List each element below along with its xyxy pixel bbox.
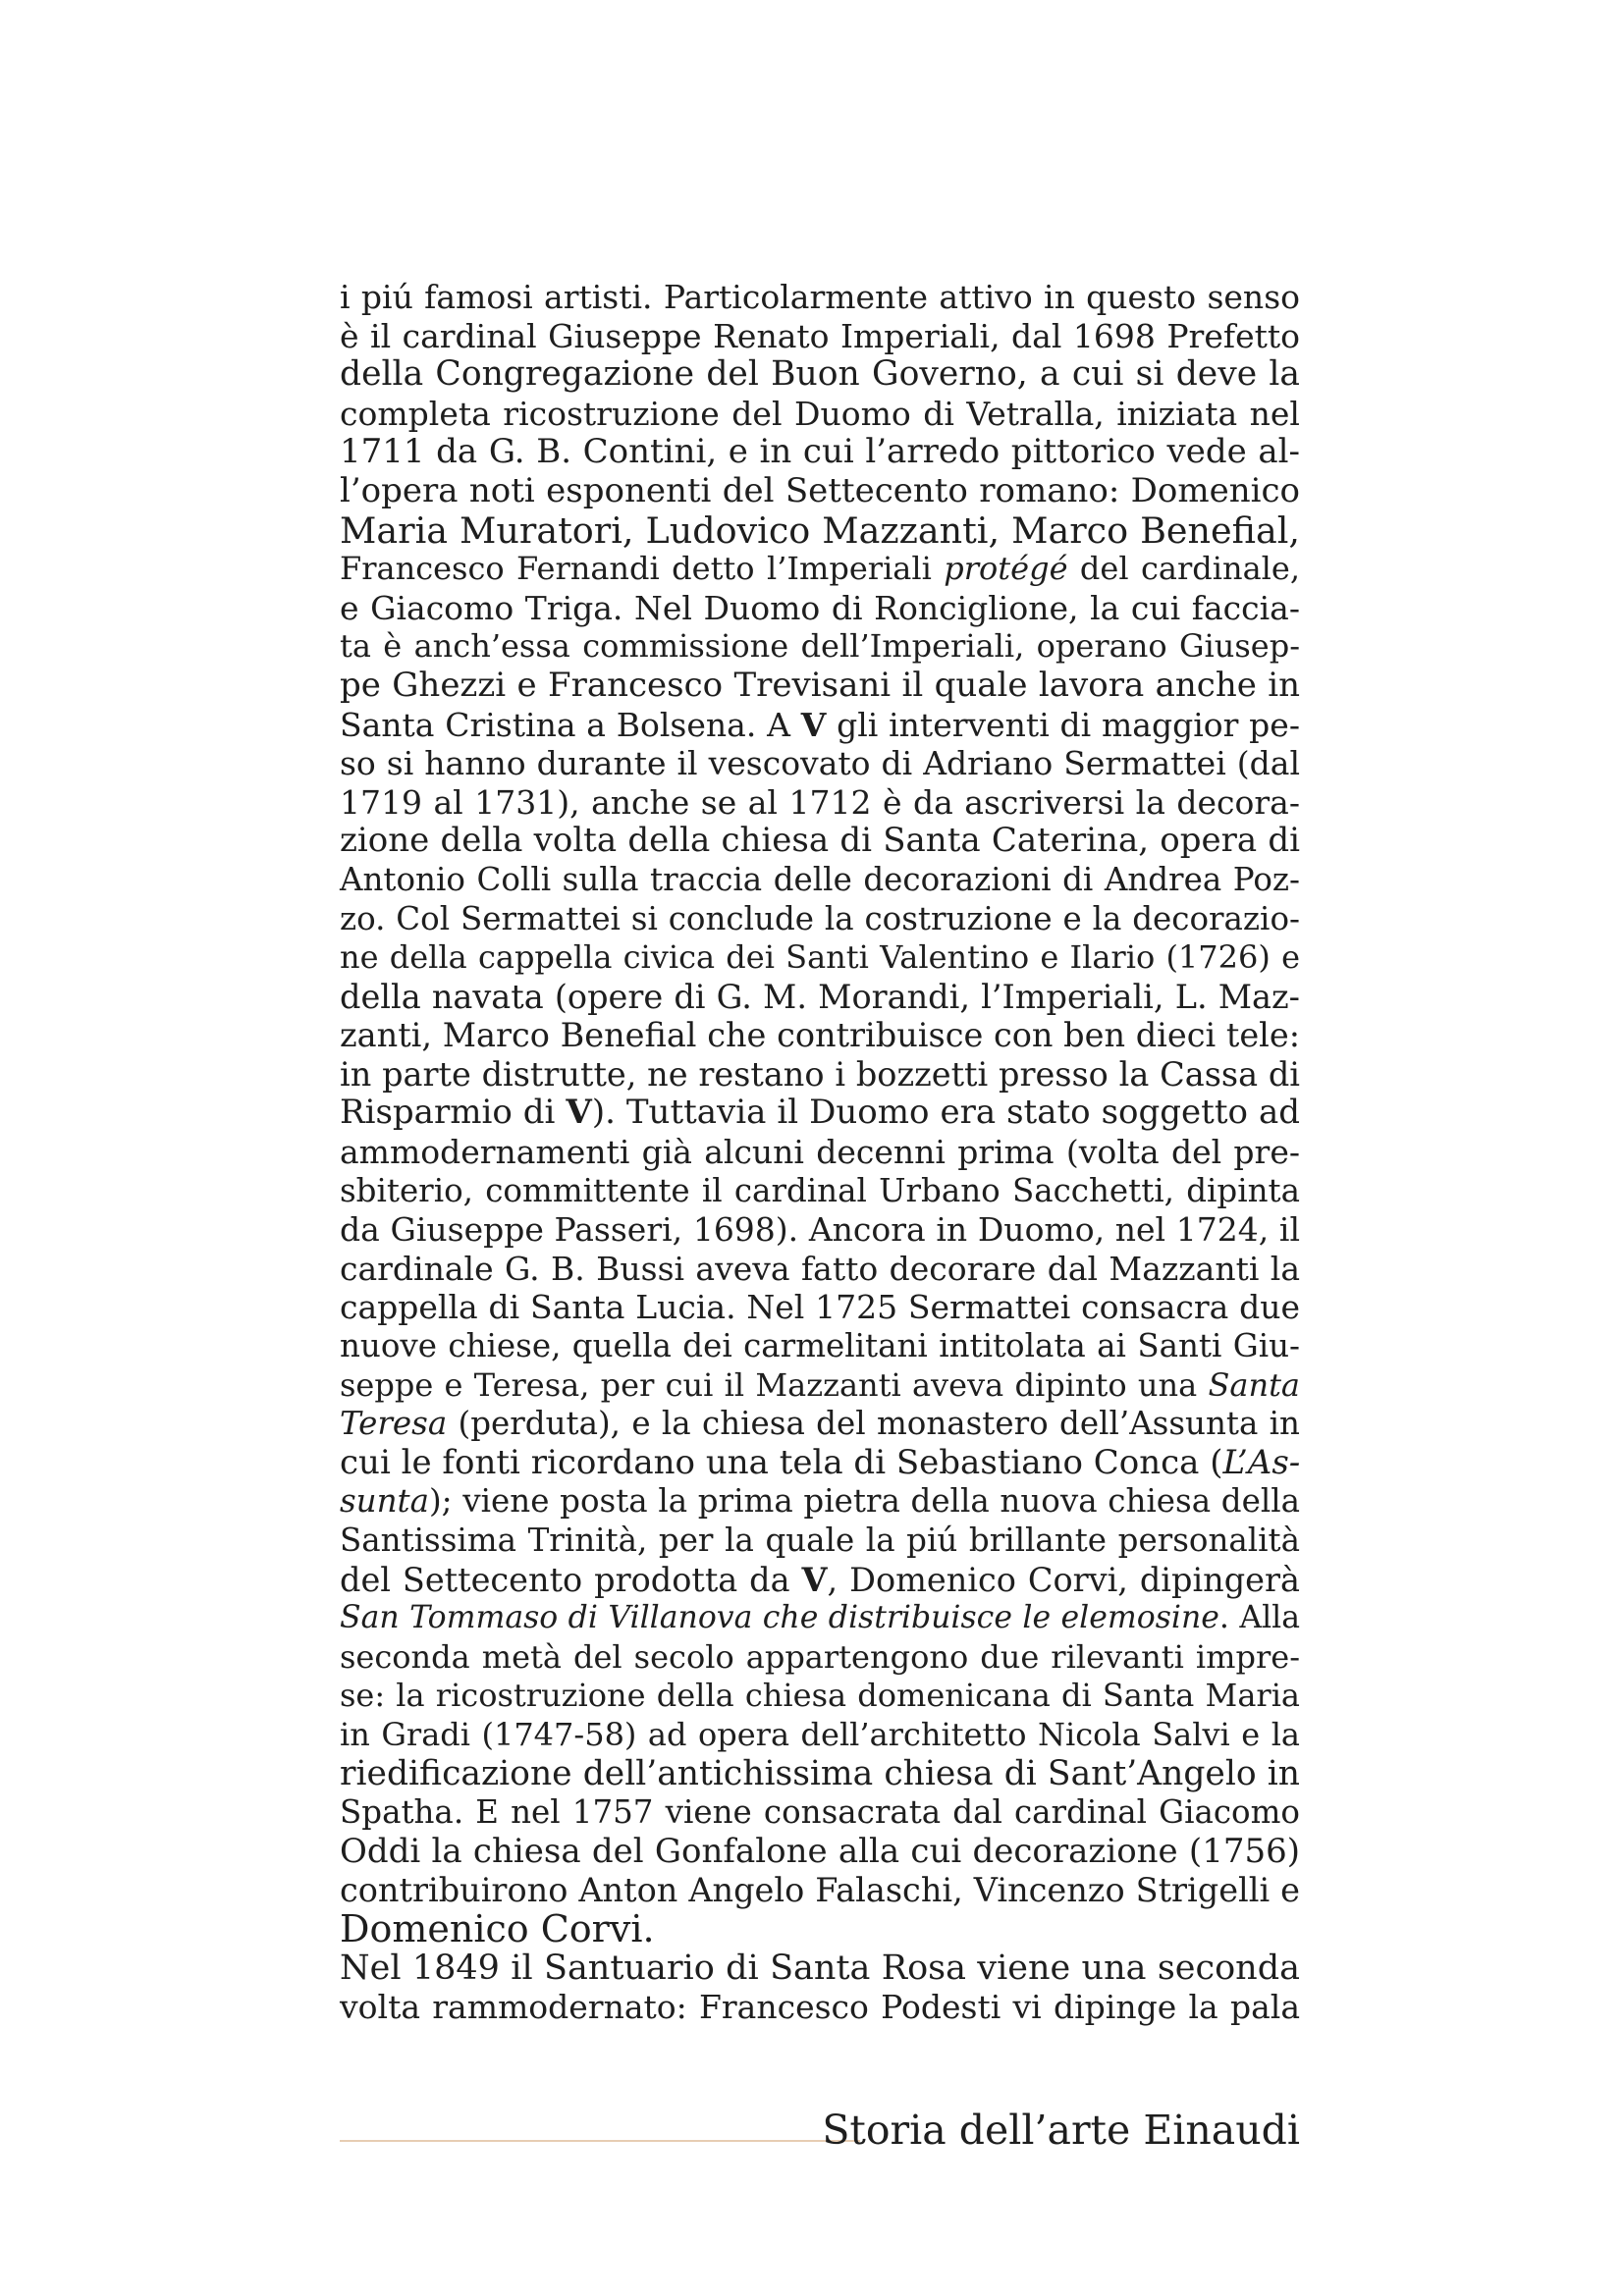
text-line [340,1716,1300,1755]
text-line [340,317,1300,356]
text-segment: in Gradi (1747-58) ad opera dell’architetto Nicola Salvi e la [340,1715,1300,1753]
text-segment: Spatha. E nel 1757 viene consacrata dal cardinal Giacomo [340,1793,1300,1832]
footer-title: Storia dell’arte Einaudi [822,2107,1300,2154]
text-line [340,1906,1300,1950]
text-line [340,1522,1300,1561]
text-line [340,1599,1300,1638]
text-line [340,1016,1300,1055]
text-line [340,433,1300,472]
text-segment: volta rammodernato: Francesco Podesti vi dipinge la pala [340,1988,1300,2027]
text-segment: ammodernamenti già alcuni decenni prima (volta del pre- [340,1133,1300,1172]
text-segment: Nel 1849 il Santuario di Santa Rosa viene una seconda [340,1948,1300,1988]
italic-text: sunta [340,1482,429,1521]
body-text [340,278,1300,2027]
text-segment: cardinale G. B. Bussi aveva fatto decorare dal Mazzanti la [340,1249,1300,1288]
text-segment: l’opera noti esponenti del Settecento romano: Domenico [340,470,1300,510]
text-segment: del cardinale, [1067,550,1301,588]
text-segment: (perduta), e la chiesa del monastero dell’Assunta in [447,1405,1300,1443]
text-segment: e Giacomo Triga. Nel Duomo di Ronciglione, la cui faccia- [340,588,1300,627]
text-segment: ); viene posta la prima pietra della nuova chiesa della [428,1482,1300,1521]
text-segment: Francesco Fernandi detto l’Imperiali [340,550,945,588]
text-line [340,508,1300,552]
text-line [340,1133,1300,1172]
text-segment: Santa Cristina a Bolsena. A [340,705,801,744]
text-line [340,706,1300,745]
text-line [340,1288,1300,1327]
text-line [340,744,1300,783]
text-segment: so si hanno durante il vescovato di Adriano Sermattei (dal [340,744,1300,783]
italic-text: L’As- [1222,1442,1301,1482]
text-segment: in parte distrutte, ne restano i bozzetti presso la Cassa di [340,1054,1300,1094]
text-segment: 1711 da G. B. Contini, e in cui l’arredo pittorico vede al- [340,432,1300,472]
text-segment: ). Tuttavia il Duomo era stato soggetto ad [591,1093,1300,1133]
text-segment: seconda metà del secolo appartengono due rilevanti impre- [340,1637,1300,1676]
text-line [340,1755,1300,1794]
text-line [340,1327,1300,1366]
text-segment: pe Ghezzi e Francesco Trevisani il quale lavora anche in [340,665,1300,705]
text-line [340,1988,1300,2027]
text-line [340,667,1300,706]
text-line [340,1638,1300,1678]
text-line [340,627,1300,667]
text-segment: contribuirono Anton Angelo Falaschi, Vincenzo Strigelli e [340,1871,1300,1910]
text-line [340,395,1300,434]
text-segment: ne della cappella civica dei Santi Valentino e Ilario (1726) e [340,938,1300,977]
text-line [340,1561,1300,1600]
text-segment: sbiterio, committente il cardinal Urbano Sacchetti, dipinta [340,1171,1300,1209]
text-segment: se: la ricostruzione della chiesa domenicana di Santa Maria [340,1677,1300,1715]
text-line [340,550,1300,589]
text-segment: , Domenico Corvi, dipingerà [827,1560,1300,1599]
text-segment: completa ricostruzione del Duomo di Vetralla, iniziata nel [340,394,1300,433]
text-segment: da Giuseppe Passeri, 1698). Ancora in Duomo, nel 1724, il [340,1210,1300,1250]
text-segment: seppe e Teresa, per cui il Mazzanti aveva dipinto una [340,1365,1209,1404]
italic-text: Teresa [340,1405,448,1443]
text-line [340,1405,1300,1444]
text-segment: cui le fonti ricordano una tela di Sebastiano Conca ( [340,1442,1223,1482]
text-segment: Domenico Corvi. [340,1906,655,1950]
text-line [340,1172,1300,1211]
text-line [340,1094,1300,1133]
text-segment: riedificazione dell’antichissima chiesa di Sant’Angelo in [340,1753,1300,1793]
text-line [340,1833,1300,1872]
italic-text: Santa [1208,1365,1300,1404]
text-line [340,938,1300,978]
text-segment: Santissima Trinità, per la quale la piú brillante personalità [340,1522,1300,1559]
text-segment: nuove chiese, quella dei carmelitani intitolata ai Santi Giu- [340,1327,1300,1365]
bold-text: V [566,1093,592,1133]
italic-text: protégé [944,550,1068,588]
text-segment: i piú famosi artisti. Particolarmente attivo in questo senso [340,278,1300,316]
text-segment: gli interventi di maggior pe- [826,705,1300,744]
text-segment: cappella di Santa Lucia. Nel 1725 Sermattei consacra due [340,1288,1300,1327]
text-line [340,589,1300,628]
bold-text: V [801,1560,828,1599]
text-line [340,1055,1300,1095]
text-segment: . Alla [1218,1600,1301,1636]
text-line [340,978,1300,1017]
text-segment: Antonio Colli sulla traccia delle decorazioni di Andrea Poz- [340,860,1300,898]
text-line [340,1677,1300,1716]
text-line [340,1793,1300,1833]
text-segment: del Settecento prodotta da [340,1560,802,1599]
text-segment: 1719 al 1731), anche se al 1712 è da ascriversi la decora- [340,782,1300,822]
text-line [340,1366,1300,1406]
text-line [340,1871,1300,1910]
text-segment: zo. Col Sermattei si conclude la costruzione e la decorazio- [340,899,1300,937]
text-segment: zione della volta della chiesa di Santa Caterina, opera di [340,821,1300,861]
text-line [340,822,1300,861]
italic-text: San Tommaso di Villanova che distribuisce le elemosine [340,1600,1219,1636]
text-segment: Maria Muratori, Ludovico Mazzanti, Marco Benefial, [340,508,1300,552]
text-line [340,355,1300,395]
text-segment: Oddi la chiesa del Gonfalone alla cui decorazione (1756) [340,1831,1300,1871]
text-line [340,1444,1300,1483]
bold-text: V [800,705,827,744]
text-segment: è il cardinal Giuseppe Renato Imperiali, dal 1698 Prefetto [340,316,1300,355]
text-segment: ta è anch’essa commissione dell’Imperiali, operano Giusep- [340,627,1300,666]
text-line [340,1250,1300,1289]
text-line [340,278,1300,317]
text-segment: zanti, Marco Benefial che contribuisce con ben dieci tele: [340,1016,1300,1055]
text-segment: della Congregazione del Buon Governo, a cui si deve la [340,354,1300,395]
text-line [340,472,1300,511]
footer-rule [340,2140,860,2142]
text-segment: della navata (opere di G. M. Morandi, l’Imperiali, L. Maz- [340,977,1300,1016]
text-line [340,783,1300,823]
text-line [340,900,1300,939]
text-line [340,1482,1300,1522]
text-segment: Risparmio di [340,1093,567,1133]
text-line [340,861,1300,900]
text-line [340,1210,1300,1250]
text-line [340,1949,1300,1989]
